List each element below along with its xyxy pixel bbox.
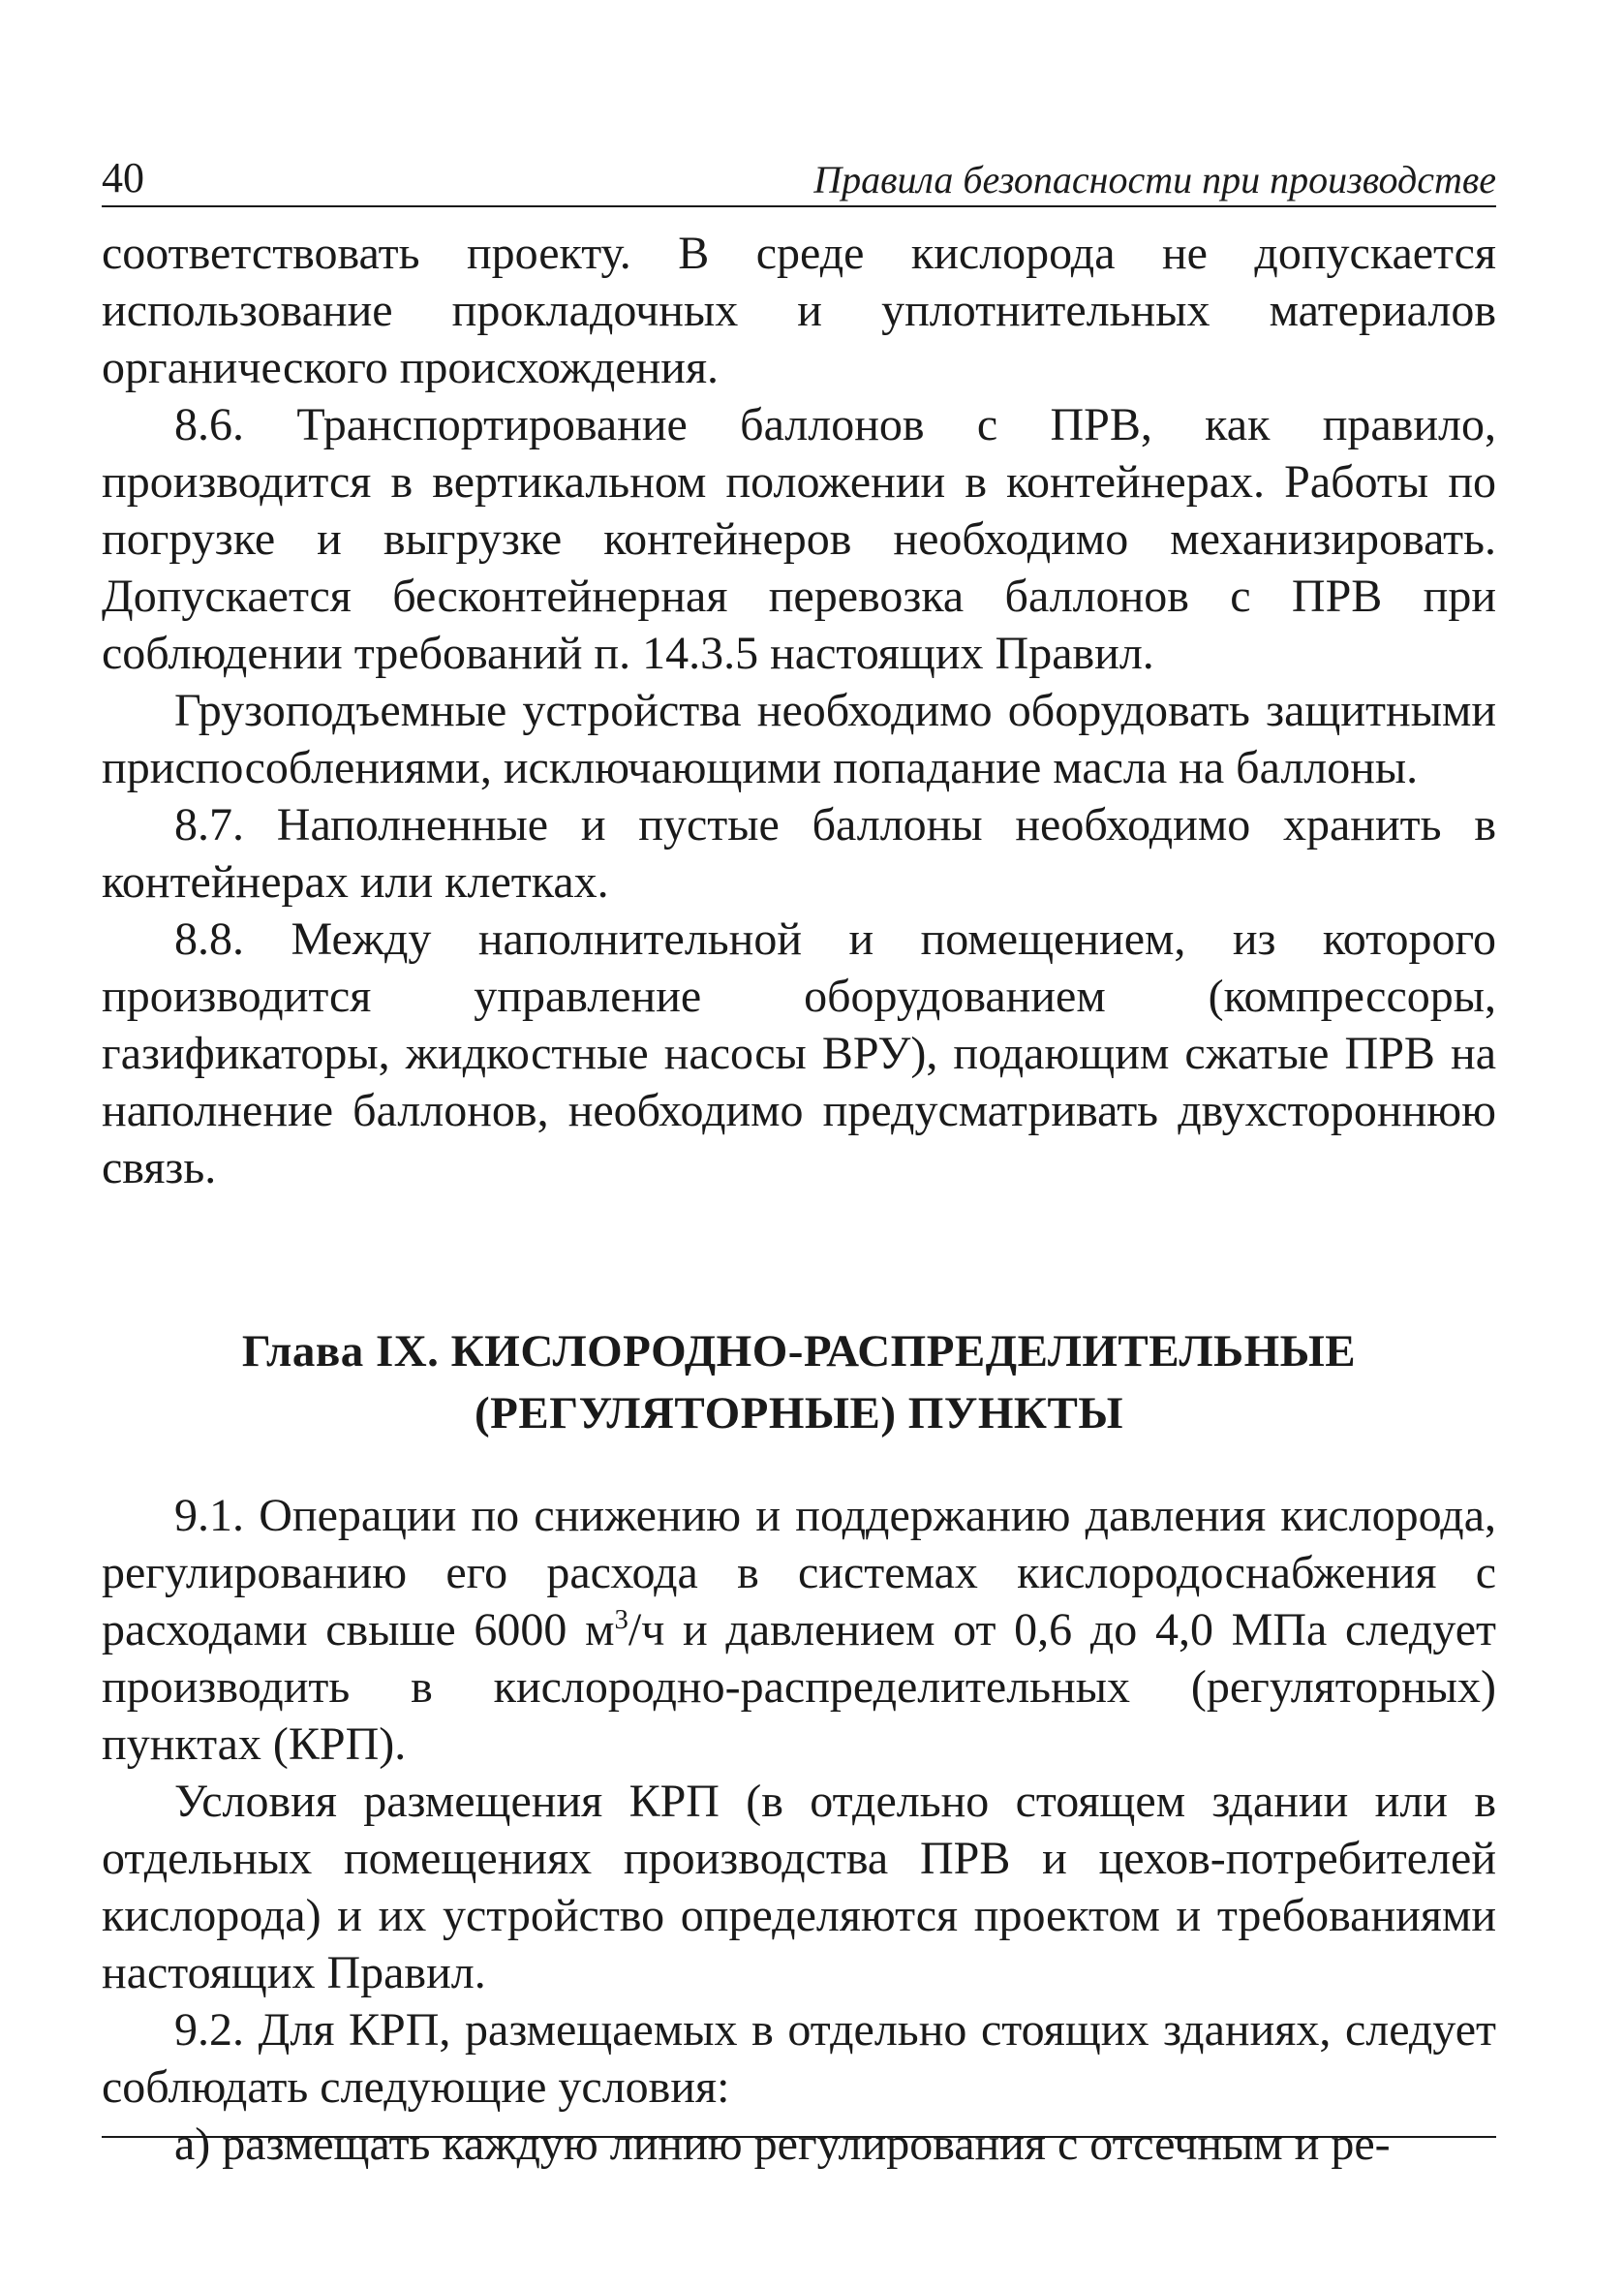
running-header [102,145,1496,203]
running-title: Правила безопасности при производстве [813,158,1496,201]
list-item-a: а) размещать каждую линию регулирования с отсечным и ре- [174,2119,1391,2170]
paragraph-9-1-text-b: /ч и давлением от 0,6 до 4,0 МПа следует производить в кислородно-распределительных (регуляторных) пунктах (КРП). [102,1604,1496,1770]
body-text [102,225,1496,2173]
paragraph-9-2: 9.2. Для КРП, размещаемых в отдельно стоящих зданиях, следует соблюдать следующие условия: [102,2004,1496,2113]
paragraph-krp-placement: Условия размещения КРП (в отдельно стоящем здании или в отдельных помещениях производства ПРВ и цехов-потребителей кислорода) и их устройство определяются проектом и требованиями настоящих Правил. [102,1776,1496,1998]
paragraph-8-6: 8.6. Транспортирование баллонов с ПРВ, как правило, производится в вертикальном положении в контейнерах. Работы по погрузке и выгрузке контейнеров необходимо механизировать. Допускается бесконтейнерная перевозка баллонов с ПРВ при соблюдении требований п. 14.3.5 настоящих Правил. [102,399,1496,679]
chapter-heading-line-1: Глава IX. КИСЛОРОДНО-РАСПРЕДЕЛИТЕЛЬНЫЕ [241,1326,1357,1376]
paragraph-lifting-devices: Грузоподъемные устройства необходимо оборудовать защитными приспособлениями, исключающими попадание масла на баллоны. [102,685,1496,793]
footer-rule [102,2136,1496,2138]
chapter-heading-line-2: (РЕГУЛЯТОРНЫЕ) ПУНКТЫ [474,1388,1123,1438]
paragraph-9-1-text-a: 9.1. Операции по снижению и поддержанию давления кислорода, регулированию его расхода в системах кислородоснабжения с расходами свыше 6000 м [102,1490,1496,1655]
paragraph-8-7: 8.7. Наполненные и пустые баллоны необходимо хранить в контейнерах или клетках. [102,799,1496,908]
superscript-3: 3 [614,1604,628,1635]
chapter-heading [102,1320,1496,1444]
paragraph-8-8: 8.8. Между наполнительной и помещением, из которого производится управление оборудованием (компрессоры, газификаторы, жидкостные насосы ВРУ), подающим сжатые ПРВ на наполнение баллонов, необходимо предусматривать двухстороннюю связь. [102,913,1496,1193]
paragraph-9-1 [102,1487,1496,1773]
header-rule [102,205,1496,207]
paragraph-continuation: соответствовать проекту. В среде кислорода не допускается использование прокладочных и уплотнительных материалов органического происхождения. [102,228,1496,393]
page-number: 40 [102,154,144,201]
